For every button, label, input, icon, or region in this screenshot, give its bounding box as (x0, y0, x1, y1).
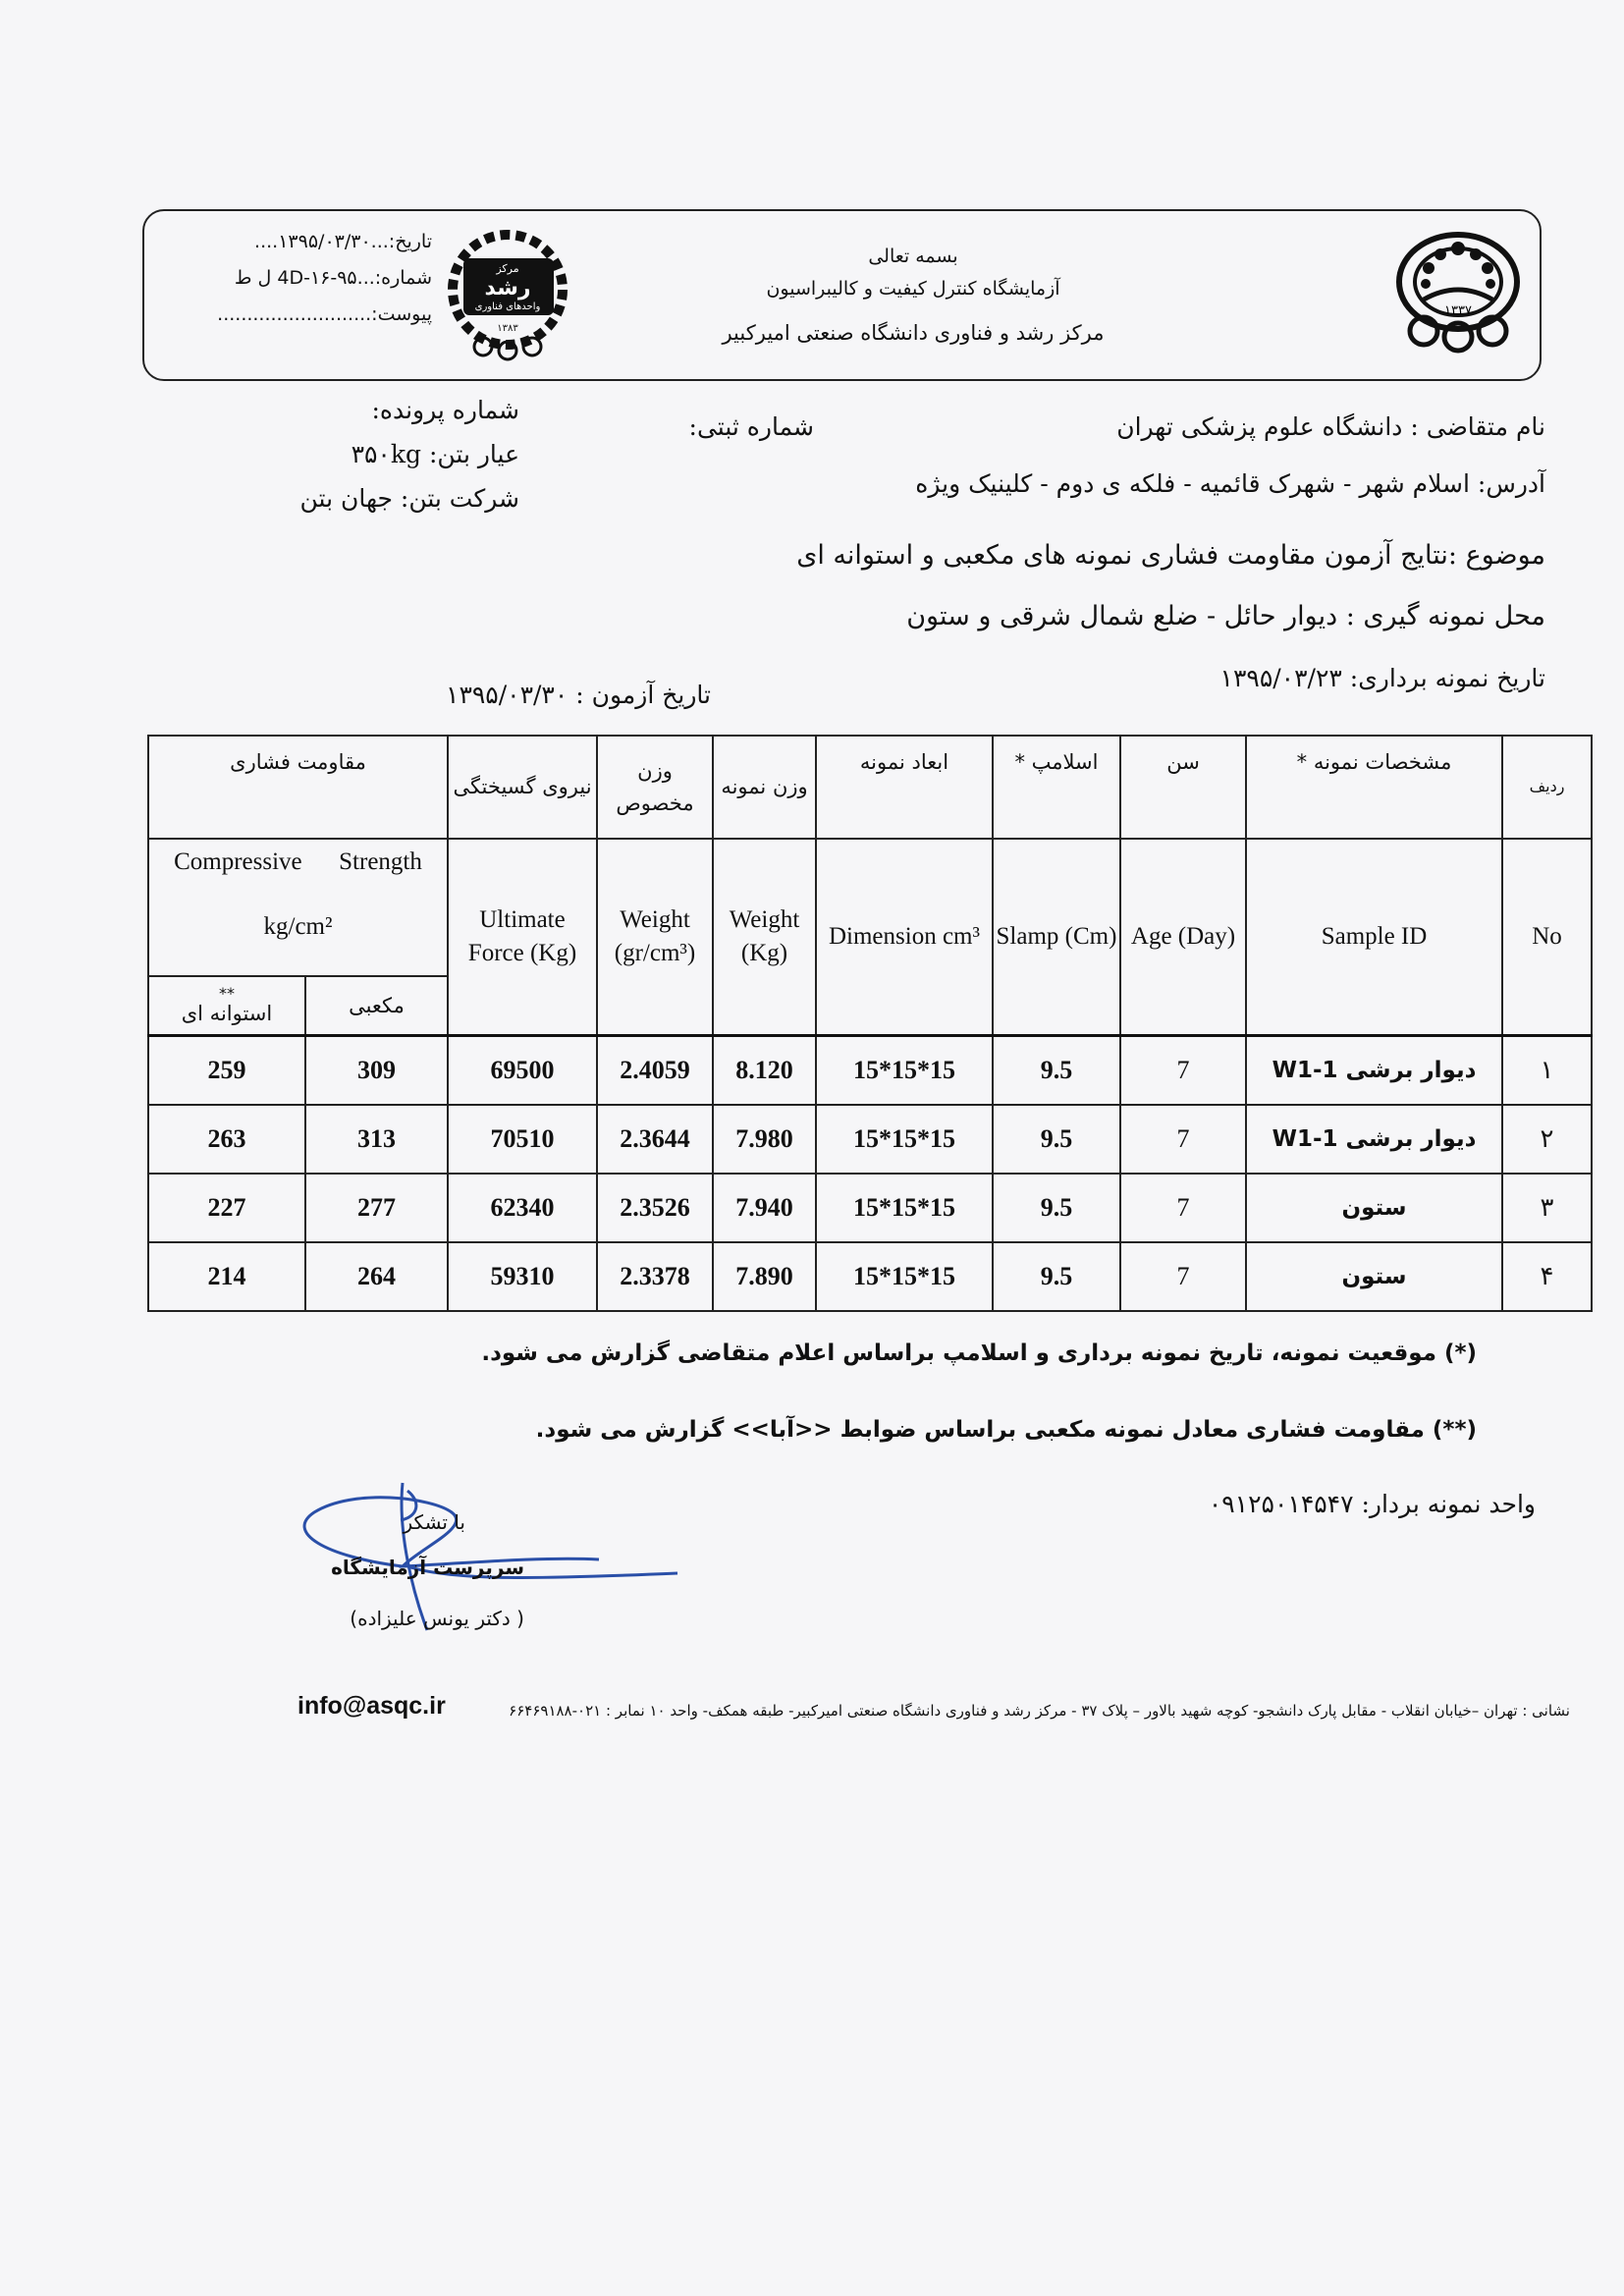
specific-weight-cell: 2.4059 (597, 1035, 713, 1105)
lab-name: آزمایشگاه کنترل کیفیت و کالیبراسیون (766, 278, 1060, 300)
registration-number: شماره ثبتی: (688, 412, 814, 441)
center-name: مرکز رشد و فناوری دانشگاه صنعتی امیرکبیر (722, 321, 1105, 345)
cylinder-strength-cell: 263 (148, 1105, 305, 1174)
specific-weight-cell: 2.3526 (597, 1174, 713, 1242)
table-row (148, 1174, 1592, 1242)
cylinder-label: استوانه ای (181, 1001, 273, 1025)
growth-center-logo-icon (432, 221, 584, 363)
dimension-cell: 15*15*15 (816, 1242, 993, 1311)
letter-number: شماره:...4D-۱۶-۹۵ ل ط (234, 267, 432, 289)
letter-attachment: پیوست:.......................... (217, 303, 432, 325)
footer-address: نشانی : تهران –خیابان انقلاب - مقابل پارک دانشجو- کوچه شهید بالاور – پلاک ۳۷ - مرکز رشد و فناوری دانشگاه صنعتی امیرکبیر- طبقه همکف- واحد ۱۰ نمابر : ۰۲۱-۶۶۴۶۹۱۸۸ (509, 1702, 1570, 1720)
logo-top-text: مرکز (496, 262, 519, 275)
force-cell: 70510 (448, 1105, 597, 1174)
test-date: تاریخ آزمون : ۱۳۹۵/۰۳/۳۰ (446, 681, 711, 709)
row-number-cell: ۲ (1502, 1105, 1592, 1174)
header-slump-fa: اسلامپ * (993, 736, 1120, 839)
table-row (148, 1035, 1592, 1105)
force-cell: 69500 (448, 1035, 597, 1105)
header-strength-fa: مقاومت فشاری (148, 736, 448, 839)
note-star: (*) موقعیت نمونه، تاریخ نمونه برداری و اسلامپ براساس اعلام متقاضی گزارش می شود. (481, 1340, 1477, 1366)
header-weight-en: Weight (Kg) (713, 839, 816, 1035)
header-dimension-fa: ابعاد نمونه (816, 736, 993, 839)
header-force-fa: نیروی گسیختگی (448, 736, 597, 839)
cylinder-mark: ** (219, 983, 235, 1003)
signature-name: ( دکتر یونس علیزاده) (350, 1607, 524, 1630)
logo-year-text: ۱۳۳۷ (1444, 303, 1472, 318)
cube-strength-cell: 309 (305, 1035, 448, 1105)
sampling-date: تاریخ نمونه برداری: ۱۳۹۵/۰۳/۲۳ (1219, 664, 1545, 692)
header-force-en: Ultimate Force (Kg) (448, 839, 597, 1035)
slump-cell: 9.5 (993, 1105, 1120, 1174)
weight-cell: 7.980 (713, 1105, 816, 1174)
cube-strength-cell: 313 (305, 1105, 448, 1174)
header-cube: مکعبی (305, 976, 448, 1035)
sampling-unit-phone: واحد نمونه بردار: ۰۹۱۲۵۰۱۴۵۴۷ (1208, 1490, 1536, 1518)
header-weight-fa: وزن نمونه (713, 736, 816, 839)
concrete-company: شرکت بتن: جهان بتن (299, 484, 519, 513)
sample-cell: دیوار برشی W1-1 (1246, 1035, 1502, 1105)
age-cell: 7 (1120, 1105, 1246, 1174)
footer-email: info@asqc.ir (298, 1692, 446, 1720)
weight-cell: 7.890 (713, 1242, 816, 1311)
dimension-cell: 15*15*15 (816, 1035, 993, 1105)
university-logo-icon (1384, 221, 1532, 354)
applicant-name: نام متقاضی : دانشگاه علوم پزشکی تهران (1116, 412, 1545, 441)
header-age-fa: سن (1120, 736, 1246, 839)
cylinder-strength-cell: 227 (148, 1174, 305, 1242)
force-cell: 62340 (448, 1174, 597, 1242)
sampling-place: محل نمونه گیری : دیوار حائل - ضلع شمال شرقی و ستون (906, 601, 1545, 631)
weight-cell: 8.120 (713, 1035, 816, 1105)
header-strength-en (148, 839, 448, 976)
signature-thanks: با تشکر (403, 1510, 465, 1534)
logo-sub-text: واحدهای فناوری (474, 301, 541, 312)
logo-year-text: ۱۳۸۳ (497, 323, 518, 334)
sample-cell: ستون (1246, 1174, 1502, 1242)
force-cell: 59310 (448, 1242, 597, 1311)
strength-title: Compressive Strength (174, 848, 422, 875)
header-sample-id-en: Sample ID (1246, 839, 1502, 1035)
dimension-cell: 15*15*15 (816, 1174, 993, 1242)
sample-cell: ستون (1246, 1242, 1502, 1311)
row-number-cell: ۳ (1502, 1174, 1592, 1242)
cylinder-strength-cell: 214 (148, 1242, 305, 1311)
strength-unit: kg/cm² (263, 912, 333, 940)
bismillah-text: بسمه تعالی (868, 246, 958, 267)
results-table (147, 735, 1593, 1312)
letter-date: تاریخ:...۱۳۹۵/۰۳/۳۰.... (254, 231, 432, 252)
cube-strength-cell: 264 (305, 1242, 448, 1311)
specific-weight-cell: 2.3644 (597, 1105, 713, 1174)
row-number-cell: ۴ (1502, 1242, 1592, 1311)
specific-weight-cell: 2.3378 (597, 1242, 713, 1311)
report-subject: موضوع :نتایج آزمون مقاومت فشاری نمونه های مکعبی و استوانه ای (796, 540, 1545, 571)
table-row (148, 1242, 1592, 1311)
header-specific-weight-en: Weight (gr/cm³) (597, 839, 713, 1035)
age-cell: 7 (1120, 1242, 1246, 1311)
cube-strength-cell: 277 (305, 1174, 448, 1242)
concrete-grade: عیار بتن: ۳۵۰kg (351, 440, 519, 468)
age-cell: 7 (1120, 1035, 1246, 1105)
slump-cell: 9.5 (993, 1035, 1120, 1105)
table-row (148, 1105, 1592, 1174)
header-slump-en: Slamp (Cm) (993, 839, 1120, 1035)
header-row-fa: ردیف (1502, 736, 1592, 839)
logo-title-text: رشد (484, 276, 531, 301)
header-dimension-en: Dimension cm³ (816, 839, 993, 1035)
slump-cell: 9.5 (993, 1174, 1120, 1242)
sample-cell: دیوار برشی W1-1 (1246, 1105, 1502, 1174)
slump-cell: 9.5 (993, 1242, 1120, 1311)
header-specific-weight-fa: وزن مخصوص (597, 736, 713, 839)
applicant-address: آدرس: اسلام شهر - شهرک قائمیه - فلکه ی دوم - کلینیک ویژه (915, 469, 1545, 498)
dimension-cell: 15*15*15 (816, 1105, 993, 1174)
cylinder-strength-cell: 259 (148, 1035, 305, 1105)
header-no-en: No (1502, 839, 1592, 1035)
note-double-star: (**) مقاومت فشاری معادل نمونه مکعبی براساس ضوابط <<آبا>> گزارش می شود. (535, 1417, 1477, 1443)
weight-cell: 7.940 (713, 1174, 816, 1242)
signature-title: سرپرست آزمایشگاه (331, 1556, 524, 1579)
header-age-en: Age (Day) (1120, 839, 1246, 1035)
results-rows (148, 1035, 1592, 1311)
age-cell: 7 (1120, 1174, 1246, 1242)
row-number-cell: ۱ (1502, 1035, 1592, 1105)
header-cylinder (148, 976, 305, 1035)
header-sample-spec-fa: مشخصات نمونه * (1246, 736, 1502, 839)
file-number: شماره پرونده: (371, 396, 519, 424)
